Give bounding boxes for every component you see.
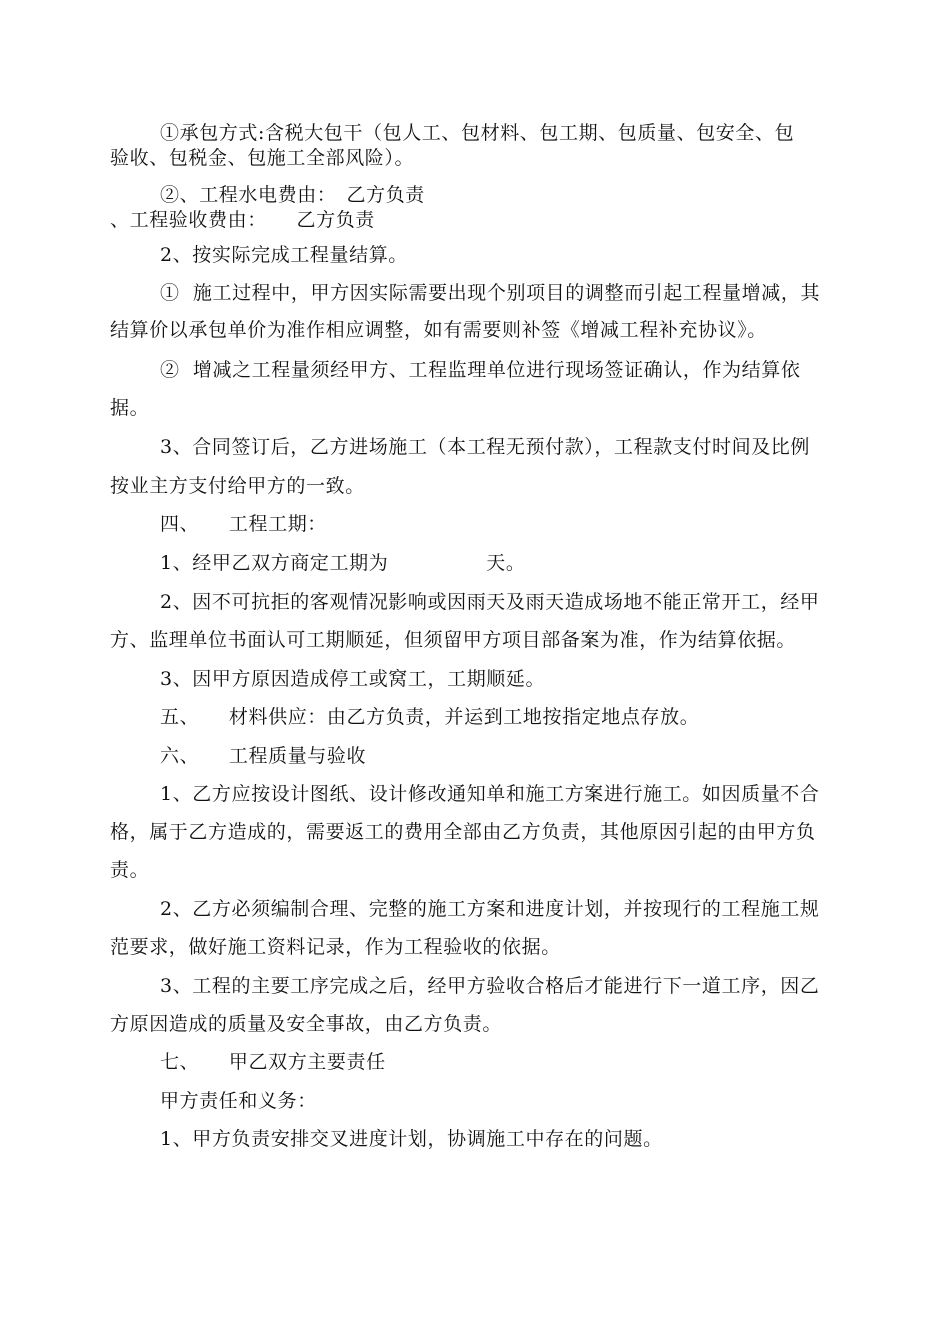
section-heading-materials: 五、 材料供应：由乙方负责，并运到工地按指定地点存放。 [160, 706, 700, 728]
clause-line-24: 3、工程的主要工序完成之后，经甲方验收合格后才能进行下一道工序，因乙 [160, 975, 820, 997]
clause-line-15: 方、监理单位书面认可工期顺延，但须留甲方项目部备案为准，作为结算依据。 [110, 629, 797, 651]
subheading-party-a: 甲方责任和义务： [160, 1090, 317, 1112]
clause-line-13: 1、经甲乙双方商定工期为 天。 [160, 552, 526, 574]
clause-line-7: 结算价以承包单价为准作相应调整，如有需要则补签《增减工程补充协议》。 [110, 319, 767, 341]
clause-line-6: ① 施工过程中，甲方因实际需要出现个别项目的调整而引起工程量增减，其 [160, 282, 821, 304]
clause-line-14: 2、因不可抗拒的客观情况影响或因雨天及雨天造成场地不能正常开工，经甲 [160, 591, 820, 613]
clause-line-22: 2、乙方必须编制合理、完整的施工方案和进度计划，并按现行的工程施工规 [160, 898, 820, 920]
section-heading-schedule: 四、 工程工期： [160, 513, 327, 535]
clause-line-9: 据。 [110, 397, 150, 419]
clause-line-4: 、工程验收费由： 乙方负责 [110, 209, 375, 231]
section-heading-responsibilities: 七、 甲乙双方主要责任 [160, 1051, 386, 1073]
clause-line-11: 按业主方支付给甲方的一致。 [110, 475, 365, 497]
clause-line-1: ①承包方式:含税大包干（包人工、包材料、包工期、包质量、包安全、包 [160, 122, 795, 144]
clause-line-21: 责。 [110, 859, 150, 881]
clause-line-20: 格，属于乙方造成的，需要返工的费用全部由乙方负责，其他原因引起的由甲方负 [110, 821, 816, 843]
clause-line-23: 范要求，做好施工资料记录，作为工程验收的依据。 [110, 936, 561, 958]
clause-line-10: 3、合同签订后，乙方进场施工（本工程无预付款），工程款支付时间及比例 [160, 436, 810, 458]
clause-line-19: 1、乙方应按设计图纸、设计修改通知单和施工方案进行施工。如因质量不合 [160, 783, 820, 805]
section-heading-quality: 六、 工程质量与验收 [160, 745, 367, 767]
clause-line-25: 方原因造成的质量及安全事故，由乙方负责。 [110, 1013, 503, 1035]
clause-line-28: 1、甲方负责安排交叉进度计划，协调施工中存在的问题。 [160, 1128, 663, 1150]
clause-line-8: ② 增减之工程量须经甲方、工程监理单位进行现场签证确认，作为结算依 [160, 359, 801, 381]
clause-line-16: 3、因甲方原因造成停工或窝工，工期顺延。 [160, 668, 546, 690]
clause-line-5: 2、按实际完成工程量结算。 [160, 244, 408, 266]
clause-line-3: ②、工程水电费由： 乙方负责 [160, 184, 425, 206]
clause-line-2: 验收、包税金、包施工全部风险）。 [110, 147, 415, 169]
